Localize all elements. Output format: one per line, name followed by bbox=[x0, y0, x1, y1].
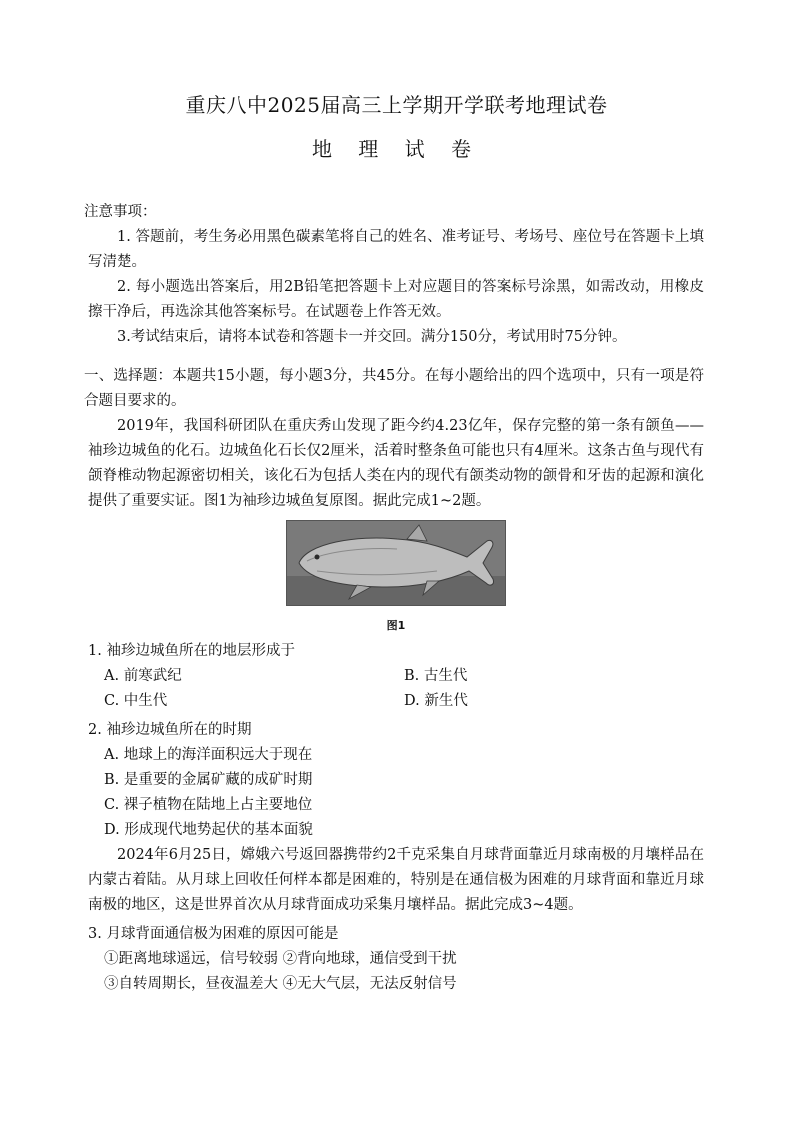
q3-statements-1: ①距离地球遥远，信号较弱 ②背向地球，通信受到干扰 bbox=[104, 951, 457, 967]
q3-statements-2: ③自转周期长，昼夜温差大 ④无大气层，无法反射信号 bbox=[104, 976, 457, 992]
spacer bbox=[88, 350, 704, 364]
q3-stem: 3. 月球背面通信极为困难的原因可能是 bbox=[88, 926, 339, 942]
note-item-2: 2. 每小题选出答案后，用2B铅笔把答题卡上对应题目的答案标号涂黑，如需改动，用橡皮擦干净后，再选涂其他答案标号。在试题卷上作答无效。 bbox=[88, 279, 704, 320]
passage-2: 2024年6月25日，嫦娥六号返回器携带约2千克采集自月球背面靠近月球南极的月壤样品在内蒙古着陆。从月球上回收任何样本都是困难的，特别是在通信极为困难的月球背面和靠近月球南极的地区，这是世界首次从月球背面成功采集月壤样品。据此完成3~4题。 bbox=[88, 847, 704, 913]
section-intro: 一、选择题：本题共15小题，每小题3分，共45分。在每小题给出的四个选项中，只有一项是符合题目要求的。 bbox=[84, 368, 704, 409]
q2-option-c: C. 裸子植物在陆地上占主要地位 bbox=[104, 797, 313, 813]
fish-illustration bbox=[287, 521, 505, 605]
exam-subtitle: 地 理 试 卷 bbox=[311, 137, 482, 161]
q2-option-a: A. 地球上的海洋面积远大于现在 bbox=[104, 747, 313, 763]
exam-content bbox=[84, 200, 704, 997]
q1-option-a: A. 前寒武纪 bbox=[104, 668, 182, 684]
q1-option-c: C. 中生代 bbox=[104, 693, 168, 709]
q1-option-d: D. 新生代 bbox=[404, 693, 468, 709]
q1-option-b: B. 古生代 bbox=[404, 668, 468, 684]
q2-option-b: B. 是重要的金属矿藏的成矿时期 bbox=[104, 772, 313, 788]
q2-stem: 2. 袖珍边城鱼所在的时期 bbox=[88, 722, 252, 738]
passage-1: 2019年，我国科研团队在重庆秀山发现了距今约4.23亿年，保存完整的第一条有颌鱼——袖珍边城鱼的化石。边城鱼化石长仅2厘米，活着时整条鱼可能也只有4厘米。这条古鱼与现代有颌脊椎动物起源密切相关，该化石为包括人类在内的现代有颌类动物的颌骨和牙齿的起源和演化提供了重要实证。图1为袖珍边城鱼复原图。据此完成1~2题。 bbox=[88, 418, 704, 509]
q1-stem: 1. 袖珍边城鱼所在的地层形成于 bbox=[88, 643, 295, 659]
exam-title: 重庆八中2025届高三上学期开学联考地理试卷 bbox=[185, 93, 608, 117]
q1-options-row-2 bbox=[88, 689, 704, 714]
note-item-3: 3.考试结束后，请将本试卷和答题卡一并交回。满分150分，考试用时75分钟。 bbox=[117, 329, 627, 345]
q2-option-d: D. 形成现代地势起伏的基本面貌 bbox=[104, 822, 313, 838]
note-item-1: 1. 答题前，考生务必用黑色碳素笔将自己的姓名、准考证号、考场号、座位号在答题卡上填写清楚。 bbox=[88, 229, 704, 270]
q1-options-row-1 bbox=[88, 664, 704, 689]
figure-1 bbox=[88, 520, 704, 635]
figure-caption: 图1 bbox=[386, 619, 406, 632]
fish-reconstruction-image bbox=[286, 520, 506, 606]
notes-heading: 注意事项： bbox=[84, 204, 157, 220]
